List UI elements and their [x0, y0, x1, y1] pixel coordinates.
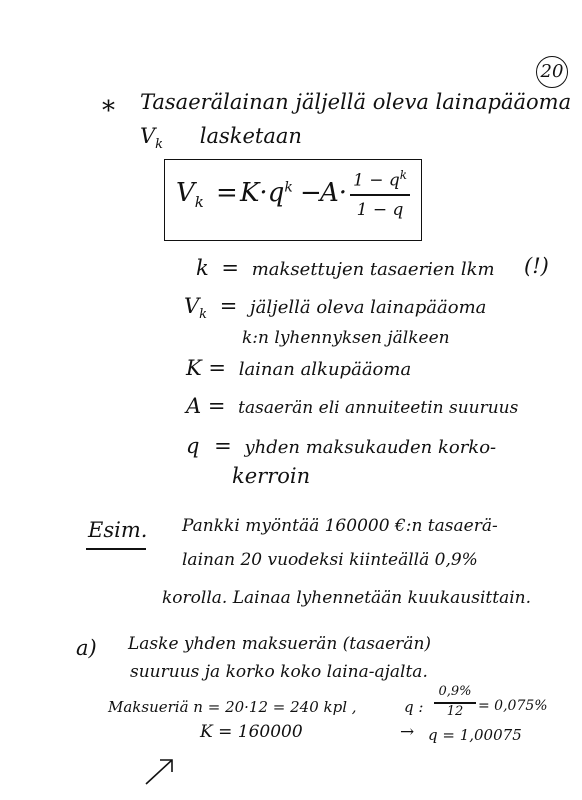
intro-line-1: Tasaerälainan jäljellä oleva lainapääoma	[140, 90, 572, 114]
def-k-note: (!)	[524, 254, 549, 278]
calc-n: Maksueriä n = 20·12 = 240 kpl ,	[108, 698, 357, 716]
formula-a: A·	[320, 178, 348, 208]
intro-lasketaan: lasketaan	[199, 124, 302, 148]
calc-q-result: = 0,075%	[478, 698, 548, 714]
calc-q-value: q = 1,00075	[428, 726, 522, 744]
def-k-text: maksettujen tasaerien lkm	[251, 259, 495, 280]
def-kc-eq: =	[208, 356, 226, 380]
def-q-text: yhden maksukauden korko-	[244, 437, 497, 458]
def-vk-text: jäljellä oleva lainapääoma	[250, 297, 487, 318]
formula-v: V	[176, 178, 195, 208]
page-number: 20	[536, 56, 568, 88]
bullet-star: *	[102, 96, 115, 126]
formula-v-sub: k	[194, 193, 204, 212]
def-k-sym: k	[196, 256, 209, 280]
def-q-text2: kerroin	[232, 464, 311, 488]
example-label: Esim.	[88, 518, 148, 542]
def-vk-sub: k	[199, 307, 208, 323]
def-q-eq: =	[214, 434, 232, 458]
calc-q-numerator: 0,9%	[438, 684, 472, 699]
example-line-3: korolla. Lainaa lyhennetään kuukausittain.	[162, 588, 531, 608]
formula-kq-sup: k	[284, 179, 293, 196]
def-a-eq: =	[207, 394, 226, 418]
formula-kq: K·q	[240, 178, 285, 208]
part-a-line-1: Laske yhden maksuerän (tasaerän)	[128, 634, 432, 654]
symbol-v: V	[140, 124, 156, 148]
def-q-sym: q	[186, 434, 200, 458]
calc-q-label: q :	[404, 698, 424, 716]
def-vk-text2: k:n lyhennyksen jälkeen	[242, 328, 450, 348]
formula-num-sup: k	[399, 168, 408, 182]
calc-k: K = 160000	[200, 722, 303, 742]
example-line-2: lainan 20 vuodeksi kiinteällä 0,9%	[182, 550, 478, 570]
calc-arrow: →	[400, 722, 415, 742]
formula-denominator: 1 − q	[356, 200, 404, 220]
part-a-label: a)	[76, 636, 97, 660]
def-a-text: tasaerän eli annuiteetin suuruus	[238, 398, 519, 418]
formula-num-text: 1 − q	[352, 170, 400, 191]
example-line-1: Pankki myöntää 160000 €:n tasaerä-	[182, 516, 498, 536]
def-a-sym: A	[186, 394, 202, 418]
def-kc-text: lainan alkupääoma	[238, 359, 412, 380]
def-vk-eq: =	[219, 294, 238, 318]
def-k-eq: =	[221, 256, 240, 280]
symbol-v-sub: k	[155, 137, 164, 153]
formula-minus: −	[300, 178, 322, 208]
calc-q-denominator: 12	[446, 704, 464, 719]
def-vk-sym: V	[184, 294, 200, 318]
part-a-line-2: suuruus ja korko koko laina-ajalta.	[130, 662, 428, 682]
def-kc-sym: K	[186, 356, 202, 380]
formula-equals: =	[216, 178, 238, 208]
